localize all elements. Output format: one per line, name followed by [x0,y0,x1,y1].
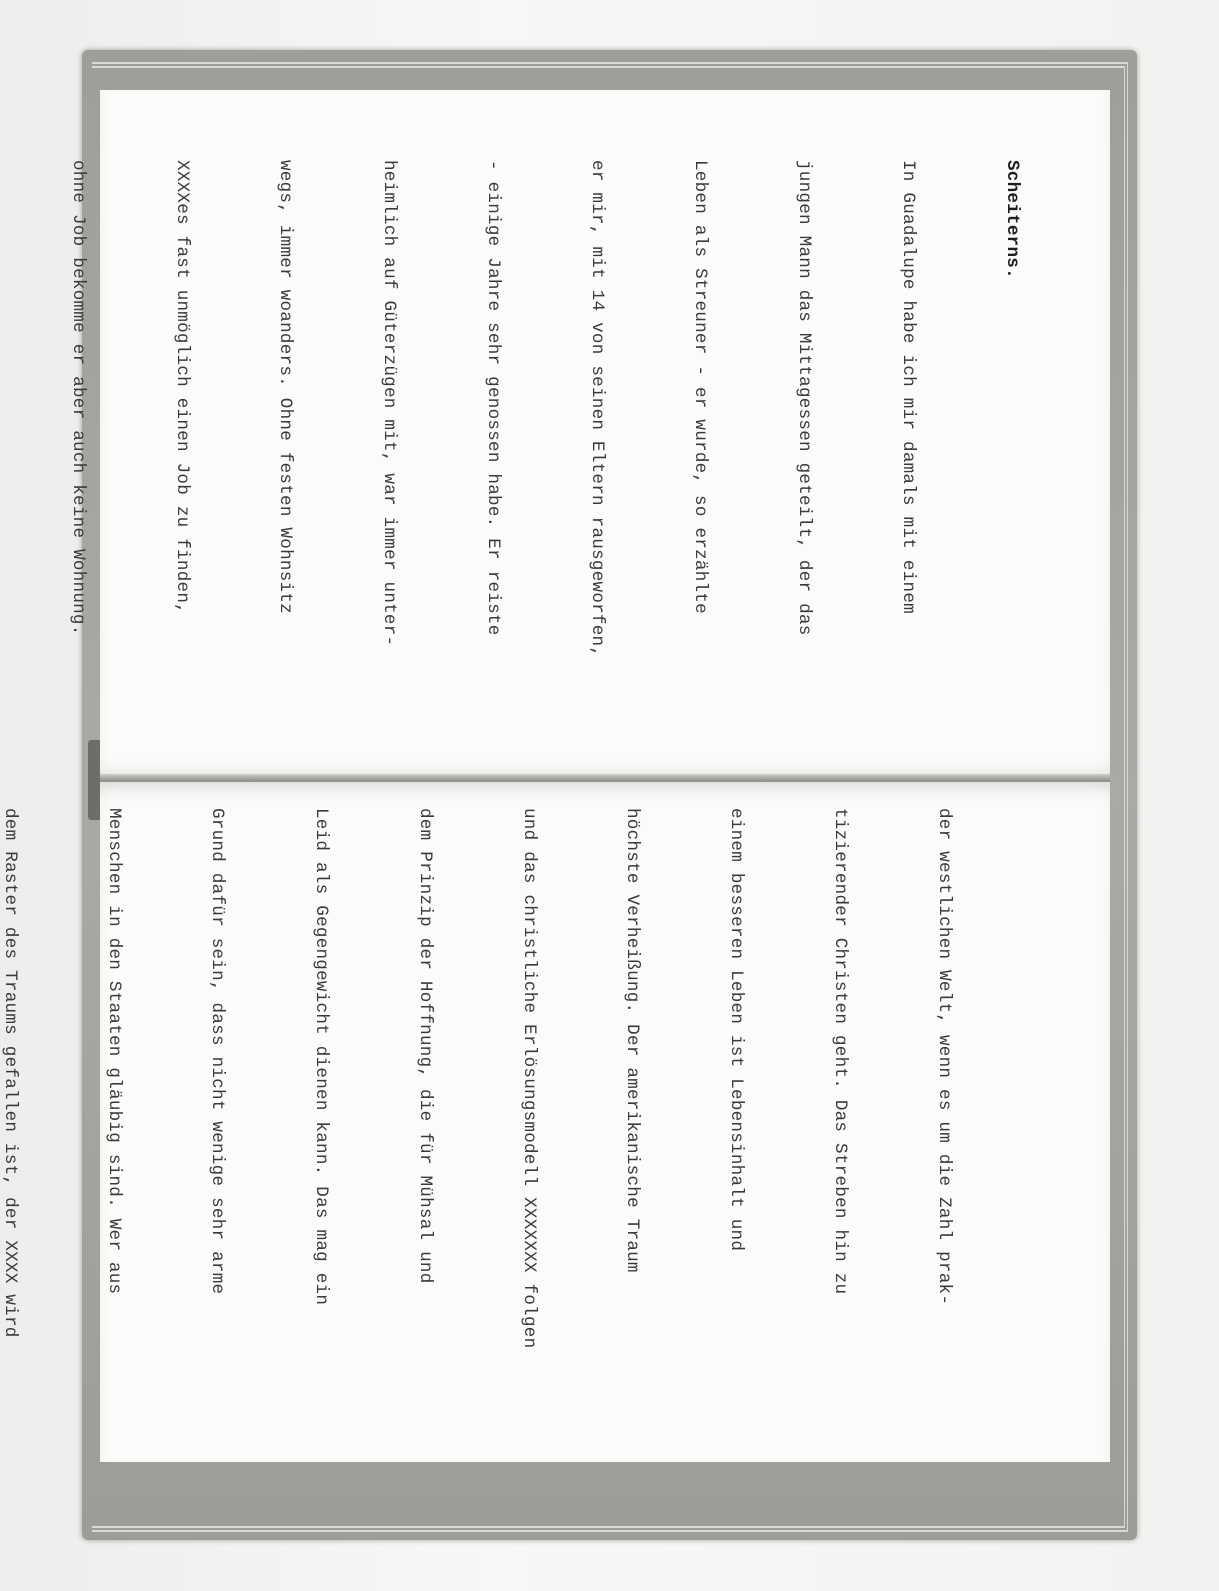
text-line: tizierender Christen geht. Das Streben hin zu [830,808,851,1295]
text-line: ohne Job bekomme er aber auch keine Wohnung. [67,160,88,636]
text-line: Leben als Streuner - er wurde, so erzählte [690,160,711,614]
text-line: In Guadalupe habe ich mir damals mit einem [898,160,919,614]
text-line: der westlichen Welt, wenn es um die Zahl prak- [933,808,954,1306]
text-line: einem besseren Leben ist Lebensinhalt und [726,808,747,1252]
text-line: XXXXes fast unmöglich einen Job zu finden, [171,160,192,614]
upper-page-text [0,160,1098,657]
text-line: Leid als Gegengewicht dienen kann. Das mag ein [311,808,332,1306]
text-line: höchste Verheißung. Der amerikanische Traum [622,808,643,1273]
text-line: wegs, immer woanders. Ohne festen Wohnsitz [275,160,296,614]
text-line: er mir, mit 14 von seinen Eltern rausgeworfen, [586,160,607,658]
text-line: dem Prinzip der Hoffnung, die für Mühsal und [414,808,435,1284]
lower-page-text [0,808,1030,1348]
text-line: Grund dafür sein, dass nicht wenige sehr arme [207,808,228,1295]
text-line: jungen Mann das Mittagessen geteilt, der das [794,160,815,636]
section-heading: Scheiterns. [1001,160,1022,279]
text-line: dem Raster des Traums gefallen ist, der XXXX wird [0,808,20,1338]
text-line: - einige Jahre sehr genossen habe. Er reiste [482,160,503,636]
text-line: und das christliche Erlösungsmodell XXXXXXX folgen [518,808,539,1349]
upper-page [67,90,1110,780]
text-line: Menschen in den Staaten gläubig sind. Wer aus [103,808,124,1295]
text-line: heimlich auf Güterzügen mit, war immer unter- [379,160,400,647]
